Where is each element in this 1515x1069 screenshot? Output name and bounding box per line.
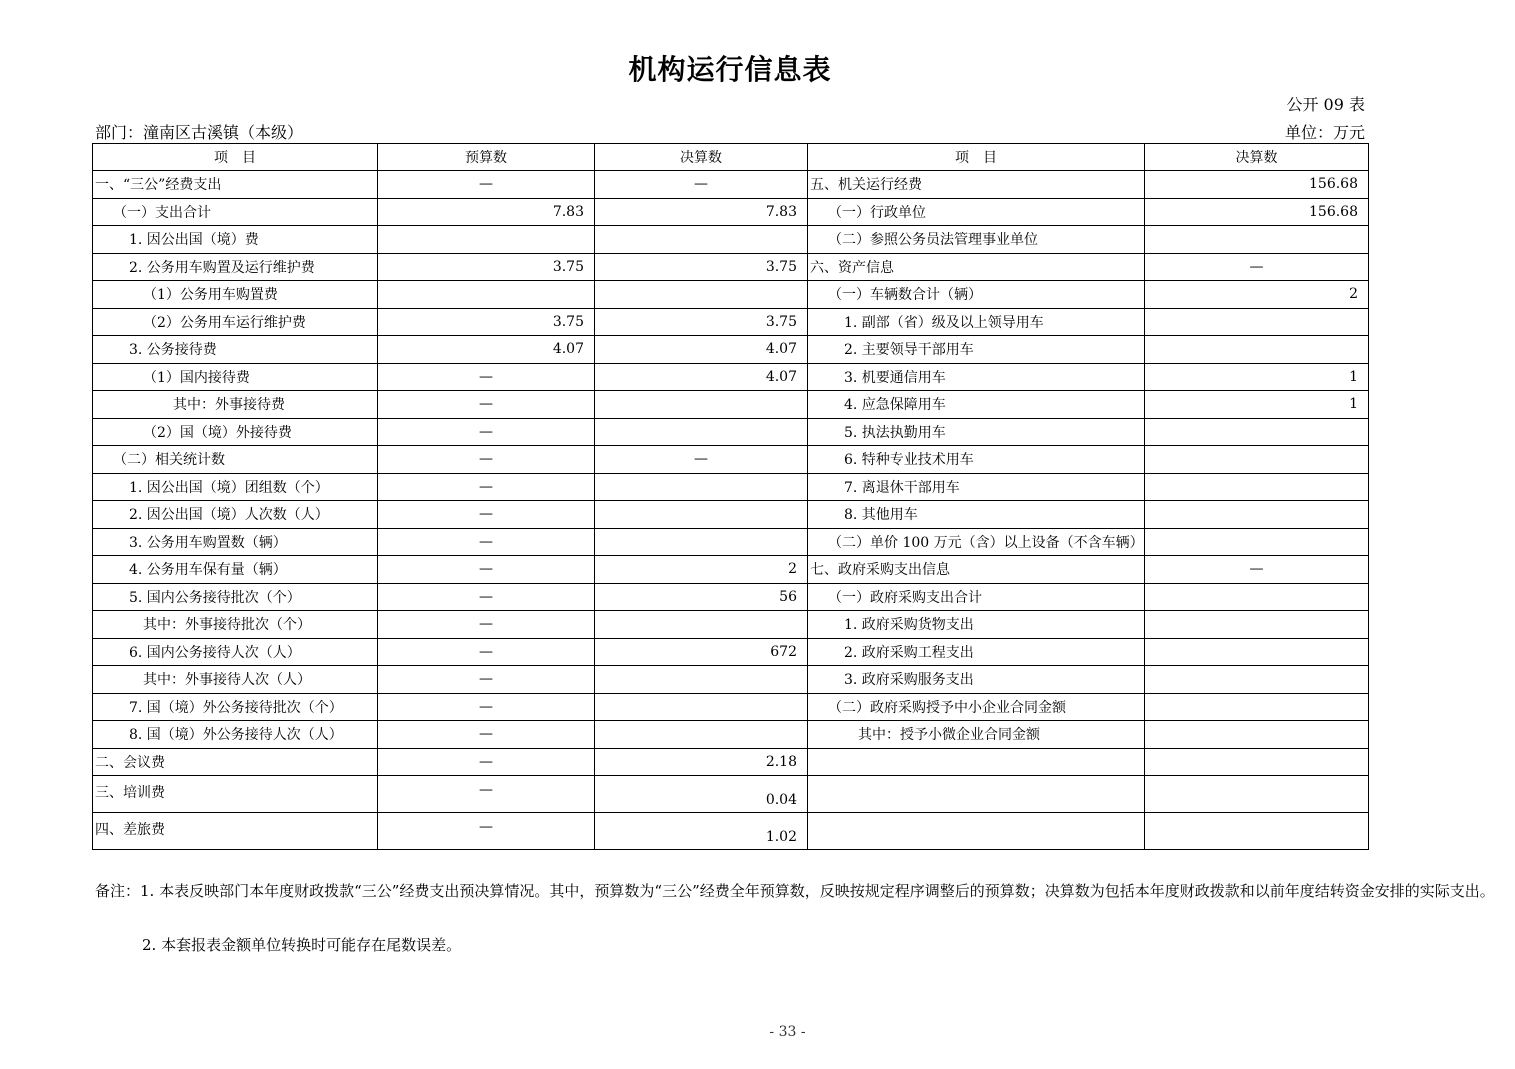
row-label-right: 1. 副部（省）级及以上领导用车 xyxy=(808,308,1145,336)
budget-value: — xyxy=(378,446,595,474)
final-value-left xyxy=(595,721,808,749)
row-label-left: （二）相关统计数 xyxy=(93,446,378,474)
budget-value: — xyxy=(378,748,595,776)
row-label-right: 其中：授予小微企业合同金额 xyxy=(808,721,1145,749)
table-row xyxy=(93,721,1369,749)
table-row xyxy=(93,226,1369,254)
table-row xyxy=(93,666,1369,694)
budget-value: — xyxy=(378,666,595,694)
table-body xyxy=(93,171,1369,850)
row-label-left: 其中：外事接待批次（个） xyxy=(93,611,378,639)
final-value-right xyxy=(1145,501,1369,529)
budget-value: — xyxy=(378,391,595,419)
row-label-right: 六、资产信息 xyxy=(808,253,1145,281)
table-row xyxy=(93,418,1369,446)
table-row xyxy=(93,813,1369,850)
final-value-left xyxy=(595,391,808,419)
budget-value: 4.07 xyxy=(378,336,595,364)
row-label-left: 一、“三公”经费支出 xyxy=(93,171,378,199)
row-label-right: 七、政府采购支出信息 xyxy=(808,556,1145,584)
row-label-right: 五、机关运行经费 xyxy=(808,171,1145,199)
row-label-right: （二）政府采购授予中小企业合同金额 xyxy=(808,693,1145,721)
final-value-left: 1.02 xyxy=(595,813,808,850)
final-value-right xyxy=(1145,528,1369,556)
row-label-left: 2. 公务用车购置及运行维护费 xyxy=(93,253,378,281)
final-value-left: 4.07 xyxy=(595,363,808,391)
table-row xyxy=(93,363,1369,391)
col-header-final-right: 决算数 xyxy=(1145,144,1369,171)
final-value-right: 1 xyxy=(1145,391,1369,419)
page-number: - 33 - xyxy=(769,1024,806,1040)
row-label-left: 1. 因公出国（境）团组数（个） xyxy=(93,473,378,501)
final-value-right: — xyxy=(1145,253,1369,281)
row-label-left: 3. 公务用车购置数（辆） xyxy=(93,528,378,556)
row-label-right: （一）车辆数合计（辆） xyxy=(808,281,1145,309)
table-row xyxy=(93,253,1369,281)
final-value-right xyxy=(1145,226,1369,254)
final-value-right xyxy=(1145,638,1369,666)
row-label-right xyxy=(808,776,1145,813)
row-label-right: 1. 政府采购货物支出 xyxy=(808,611,1145,639)
table-number: 公开 09 表 xyxy=(1286,95,1365,114)
table-row xyxy=(93,336,1369,364)
final-value-left: 7.83 xyxy=(595,198,808,226)
final-value-right xyxy=(1145,583,1369,611)
final-value-left: 2.18 xyxy=(595,748,808,776)
row-label-right: 5. 执法执勤用车 xyxy=(808,418,1145,446)
row-label-left: 7. 国（境）外公务接待批次（个） xyxy=(93,693,378,721)
final-value-left: 3.75 xyxy=(595,253,808,281)
final-value-left: — xyxy=(595,446,808,474)
table-row xyxy=(93,501,1369,529)
budget-value xyxy=(378,226,595,254)
final-value-left xyxy=(595,528,808,556)
col-header-item-right: 项 目 xyxy=(808,144,1145,171)
row-label-left: 1. 因公出国（境）费 xyxy=(93,226,378,254)
info-table xyxy=(92,143,1369,850)
final-value-left: 4.07 xyxy=(595,336,808,364)
row-label-right xyxy=(808,813,1145,850)
final-value-left xyxy=(595,693,808,721)
final-value-right xyxy=(1145,611,1369,639)
row-label-left: 5. 国内公务接待批次（个） xyxy=(93,583,378,611)
col-header-final-left: 决算数 xyxy=(595,144,808,171)
row-label-left: （1）公务用车购置费 xyxy=(93,281,378,309)
table-row xyxy=(93,198,1369,226)
budget-value: 3.75 xyxy=(378,308,595,336)
row-label-right: 2. 政府采购工程支出 xyxy=(808,638,1145,666)
table-row xyxy=(93,748,1369,776)
final-value-right xyxy=(1145,336,1369,364)
final-value-right xyxy=(1145,721,1369,749)
row-label-right: （二）参照公务员法管理事业单位 xyxy=(808,226,1145,254)
final-value-left: 2 xyxy=(595,556,808,584)
final-value-left: 0.04 xyxy=(595,776,808,813)
row-label-left: 二、会议费 xyxy=(93,748,378,776)
final-value-left xyxy=(595,501,808,529)
budget-value: — xyxy=(378,501,595,529)
final-value-right xyxy=(1145,776,1369,813)
row-label-right: 7. 离退休干部用车 xyxy=(808,473,1145,501)
table-row xyxy=(93,638,1369,666)
budget-value: — xyxy=(378,693,595,721)
final-value-left xyxy=(595,281,808,309)
col-header-budget: 预算数 xyxy=(378,144,595,171)
final-value-right xyxy=(1145,666,1369,694)
final-value-right xyxy=(1145,418,1369,446)
budget-value: — xyxy=(378,556,595,584)
final-value-right xyxy=(1145,748,1369,776)
final-value-right: 156.68 xyxy=(1145,171,1369,199)
row-label-right: （一）政府采购支出合计 xyxy=(808,583,1145,611)
table-row xyxy=(93,776,1369,813)
table-row xyxy=(93,171,1369,199)
budget-value: — xyxy=(378,813,595,850)
row-label-left: （2）国（境）外接待费 xyxy=(93,418,378,446)
row-label-left: （1）国内接待费 xyxy=(93,363,378,391)
row-label-left: 8. 国（境）外公务接待人次（人） xyxy=(93,721,378,749)
final-value-right xyxy=(1145,308,1369,336)
table-row xyxy=(93,473,1369,501)
final-value-right xyxy=(1145,446,1369,474)
row-label-right: 3. 机要通信用车 xyxy=(808,363,1145,391)
row-label-left: 3. 公务接待费 xyxy=(93,336,378,364)
table-row xyxy=(93,308,1369,336)
unit-label: 单位：万元 xyxy=(1284,123,1365,142)
final-value-left xyxy=(595,473,808,501)
budget-value: — xyxy=(378,171,595,199)
row-label-left: 三、培训费 xyxy=(93,776,378,813)
final-value-left: — xyxy=(595,171,808,199)
budget-value: — xyxy=(378,776,595,813)
row-label-left: （一）支出合计 xyxy=(93,198,378,226)
final-value-left xyxy=(595,611,808,639)
final-value-left: 672 xyxy=(595,638,808,666)
table-row xyxy=(93,583,1369,611)
budget-value: — xyxy=(378,528,595,556)
final-value-right: 1 xyxy=(1145,363,1369,391)
final-value-left: 3.75 xyxy=(595,308,808,336)
row-label-left: 4. 公务用车保有量（辆） xyxy=(93,556,378,584)
final-value-left: 56 xyxy=(595,583,808,611)
budget-value: — xyxy=(378,638,595,666)
final-value-right xyxy=(1145,473,1369,501)
final-value-right xyxy=(1145,693,1369,721)
row-label-right xyxy=(808,748,1145,776)
table-row xyxy=(93,611,1369,639)
row-label-left: 其中：外事接待费 xyxy=(93,391,378,419)
final-value-right: 156.68 xyxy=(1145,198,1369,226)
final-value-right xyxy=(1145,813,1369,850)
department-label: 部门：潼南区古溪镇（本级） xyxy=(95,123,304,142)
final-value-left xyxy=(595,226,808,254)
budget-value: — xyxy=(378,473,595,501)
budget-value: — xyxy=(378,363,595,391)
budget-value: 3.75 xyxy=(378,253,595,281)
budget-value: — xyxy=(378,583,595,611)
page-title: 机构运行信息表 xyxy=(628,53,832,86)
budget-value: 7.83 xyxy=(378,198,595,226)
final-value-right: 2 xyxy=(1145,281,1369,309)
row-label-left: 其中：外事接待人次（人） xyxy=(93,666,378,694)
row-label-right: 3. 政府采购服务支出 xyxy=(808,666,1145,694)
budget-value: — xyxy=(378,721,595,749)
budget-value xyxy=(378,281,595,309)
row-label-left: 四、差旅费 xyxy=(93,813,378,850)
budget-value: — xyxy=(378,418,595,446)
table-row xyxy=(93,281,1369,309)
row-label-left: （2）公务用车运行维护费 xyxy=(93,308,378,336)
final-value-left xyxy=(595,666,808,694)
table-row xyxy=(93,528,1369,556)
row-label-right: （一）行政单位 xyxy=(808,198,1145,226)
table-row xyxy=(93,693,1369,721)
row-label-left: 6. 国内公务接待人次（人） xyxy=(93,638,378,666)
row-label-right: 8. 其他用车 xyxy=(808,501,1145,529)
row-label-right: 6. 特种专业技术用车 xyxy=(808,446,1145,474)
row-label-right: 4. 应急保障用车 xyxy=(808,391,1145,419)
note-2: 2. 本套报表金额单位转换时可能存在尾数误差。 xyxy=(142,936,462,954)
table-row xyxy=(93,446,1369,474)
final-value-left xyxy=(595,418,808,446)
final-value-right: — xyxy=(1145,556,1369,584)
row-label-right: 2. 主要领导干部用车 xyxy=(808,336,1145,364)
table-row xyxy=(93,391,1369,419)
note-1: 备注：1. 本表反映部门本年度财政拨款“三公”经费支出预决算情况。其中，预算数为“三公”经费全年预算数，反映按规定程序调整后的预算数；决算数为包括本年度财政拨款和以前年度结转资金安排的实际支出。 xyxy=(95,882,1495,900)
budget-value: — xyxy=(378,611,595,639)
table-header-row xyxy=(93,144,1369,171)
col-header-item-left: 项 目 xyxy=(93,144,378,171)
row-label-right: （二）单价 100 万元（含）以上设备（不含车辆） xyxy=(808,528,1145,556)
table-row xyxy=(93,556,1369,584)
row-label-left: 2. 因公出国（境）人次数（人） xyxy=(93,501,378,529)
